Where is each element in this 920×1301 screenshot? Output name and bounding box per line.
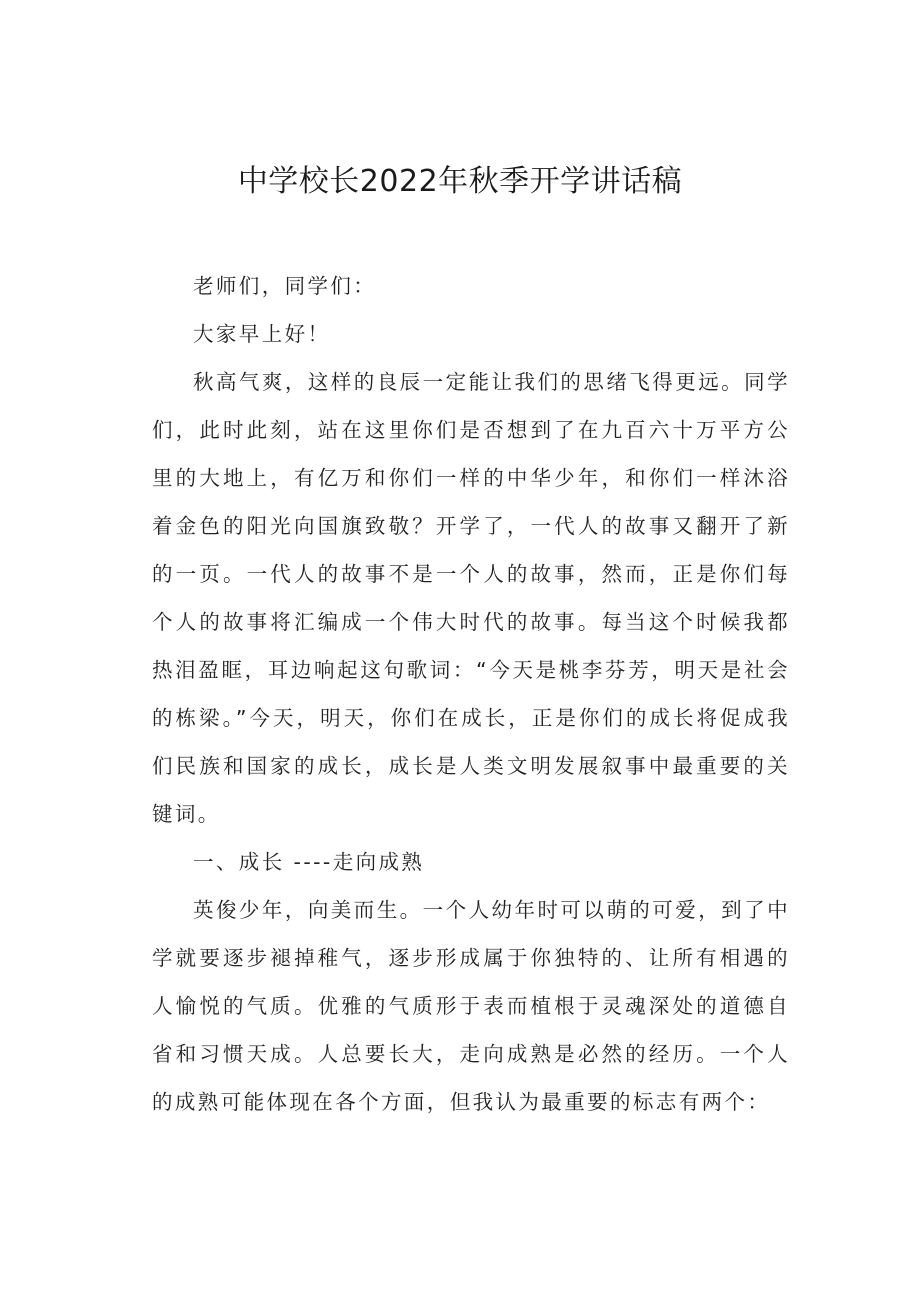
salutation-paragraph: 老师们，同学们：	[193, 274, 377, 298]
document-title: 中学校长2022年秋季开学讲话稿	[237, 164, 683, 199]
greeting-paragraph: 大家早上好！	[193, 322, 331, 346]
body-paragraph: 英俊少年，向美而生。一个人幼年时可以萌的可爱，到了中学就要逐步褪掉稚气，逐步形成属于你独特的、让所有相遇的人愉悦的气质。优雅的气质形于表而植根于灵魂深处的道德自省和习惯天成。人总要长大，走向成熟是必然的经历。一个人的成熟可能体现在各个方面，但我认为最重要的标志有两个：	[152, 898, 790, 1114]
document-body	[152, 262, 790, 1126]
body-paragraph: 秋高气爽，这样的良辰一定能让我们的思绪飞得更远。同学们，此时此刻，站在这里你们是否想到了在九百六十万平方公里的大地上，有亿万和你们一样的中华少年，和你们一样沐浴着金色的阳光向国旗致敬？开学了，一代人的故事又翻开了新的一页。一代人的故事不是一个人的故事，然而，正是你们每个人的故事将汇编成一个伟大时代的故事。每当这个时候我都热泪盈眶，耳边响起这句歌词：“今天是桃李芬芳，明天是社会的栋梁。”今天，明天，你们在成长，正是你们的成长将促成我们民族和国家的成长，成长是人类文明发展叙事中最重要的关键词。	[152, 370, 790, 826]
section-heading: 一、成长 ----走向成熟	[193, 850, 425, 874]
